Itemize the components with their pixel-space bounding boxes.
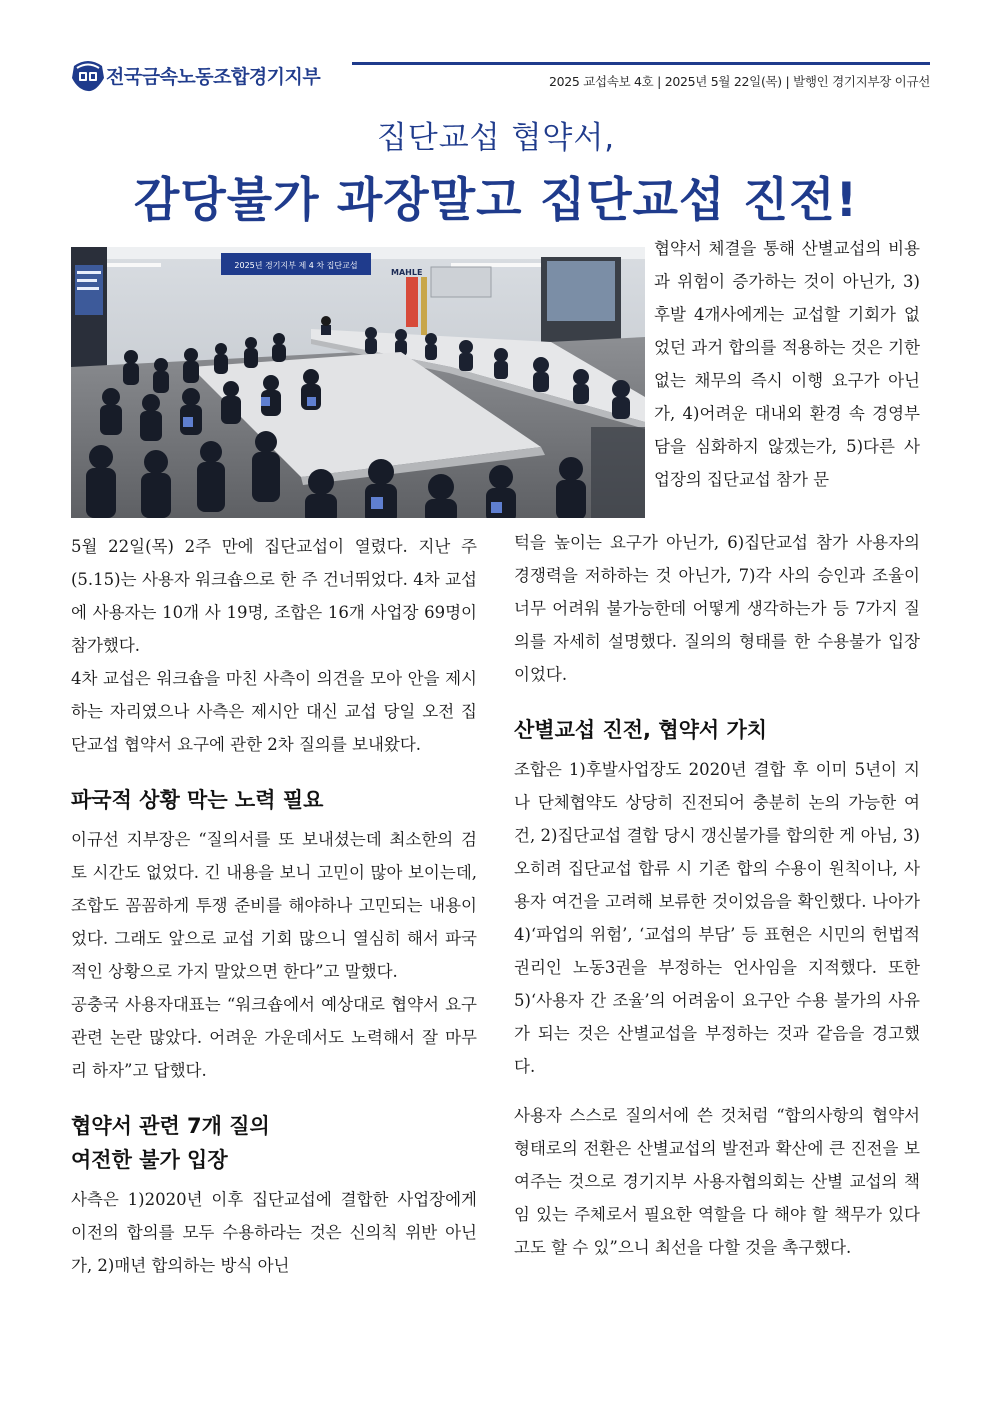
photo-logo-text: MAHLE xyxy=(391,268,423,277)
article-headline: 감당불가 과장말고 집단교섭 진전! xyxy=(133,173,859,228)
masthead xyxy=(68,58,930,98)
issue-info: 2025 교섭속보 4호 | 2025년 5월 22일(목) | 발행인 경기지부장 이규선 xyxy=(548,74,930,89)
meeting-photo xyxy=(71,247,645,518)
photo-banner-text: 2025년 경기지부 제 4 차 집단교섭 xyxy=(234,261,358,270)
section3-paragraph-2: 사용자 스스로 질의서에 쓴 것처럼 “합의사항의 협약서 형태로의 전환은 산별교섭의 발전과 확산에 큰 진전을 보여주는 것으로 경기지부 사용자협의회는 산별 교섭의 책임 있는 주체로서 필요한 역할을 다 해야 할 책무가 있다고도 할 수 있”으니 최선을 다할 것을 촉구했다. xyxy=(514,1106,920,1257)
section2-paragraph-1: 사측은 1)2020년 이후 집단교섭에 결합한 사업장에게 이전의 합의를 모두 수용하라는 것은 신의칙 위반 아닌가, 2)매년 합의하는 방식 아닌 xyxy=(71,1190,477,1275)
article-subtitle: 집단교섭 협약서, xyxy=(376,120,616,156)
left-column xyxy=(71,530,477,1282)
section-heading-2 xyxy=(71,1109,477,1177)
meeting-photo-image xyxy=(71,247,645,518)
right-top-column xyxy=(654,232,920,496)
right-column xyxy=(514,526,920,1264)
section-heading-2-line-1: 협약서 관련 7개 질의 xyxy=(71,1114,270,1138)
section-heading-1: 파국적 상황 막는 노력 필요 xyxy=(71,788,324,812)
questions-paragraph-part-1: 협약서 체결을 통해 산별교섭의 비용과 위험이 증가하는 것이 아닌가, 3)후발 4개사에게는 교섭할 기회가 없었던 과거 합의를 적용하는 것은 기한 없는 채무의 즉시 이행 요구가 아닌가, 4)어려운 대내외 환경 속 경영부담을 심화하지 않겠는가, 5)다른 사업장의 집단교섭 참가 문 xyxy=(654,239,920,489)
union-emblem-icon xyxy=(70,58,106,92)
section1-paragraph-1: 이규선 지부장은 “질의서를 또 보내셨는데 최소한의 검토 시간도 없었다. 긴 내용을 보니 고민이 많아 보이는데, 조합도 꼼꼼하게 투쟁 준비를 해야하나 고민되는 내용이었다. 그래도 앞으로 교섭 기회 많으니 열심히 해서 파국적인 상황으로 가지 말았으면 한다”고 말했다. xyxy=(71,830,477,981)
section3-paragraph-1: 조합은 1)후발사업장도 2020년 결합 후 이미 5년이 지나 단체협약도 상당히 진전되어 충분히 논의 가능한 여건, 2)집단교섭 결합 당시 갱신불가를 합의한 게 아님, 3)오히려 집단교섭 합류 시 기존 합의 수용이 원칙이나, 사용자 여건을 고려해 보류한 것이었음을 확인했다. 나아가 4)‘파업의 위험’, ‘교섭의 부담’ 등 표현은 시민의 헌법적 권리인 노동3권을 부정하는 언사임을 지적했다. 또한 5)‘사용자 간 조율’의 어려움이 요구안 수용 불가의 사유가 되는 것은 산별교섭을 부정하는 것과 같음을 경고했다. xyxy=(514,760,920,1076)
section-heading-3: 산별교섭 진전, 협약서 가치 xyxy=(514,718,768,742)
intro-paragraph-2: 4차 교섭은 워크숍을 마친 사측이 의견을 모아 안을 제시하는 자리였으나 사측은 제시안 대신 교섭 당일 오전 집단교섭 협약서 요구에 관한 2차 질의를 보내왔다. xyxy=(71,669,477,754)
header-rule xyxy=(352,62,930,65)
questions-paragraph-part-2: 턱을 높이는 요구가 아닌가, 6)집단교섭 참가 사용자의 경쟁력을 저하하는 것 아닌가, 7)각 사의 승인과 조율이 너무 어려워 불가능한데 어떻게 생각하는가 등 7가지 질의를 자세히 설명했다. 질의의 형태를 한 수용불가 입장이었다. xyxy=(514,533,920,684)
union-name: 전국금속노동조합경기지부 xyxy=(106,66,321,88)
section-heading-2-line-2: 여전한 불가 입장 xyxy=(71,1148,228,1172)
intro-paragraph-1: 5월 22일(목) 2주 만에 집단교섭이 열렸다. 지난 주(5.15)는 사용자 워크숍으로 한 주 건너뛰었다. 4차 교섭에 사용자는 10개 사 19명, 조합은 16개 사업장 69명이 참가했다. xyxy=(71,537,477,655)
section1-paragraph-2: 공충국 사용자대표는 “워크숍에서 예상대로 협약서 요구 관련 논란 많았다. 어려운 가운데서도 노력해서 잘 마무리 하자”고 답했다. xyxy=(71,995,477,1080)
